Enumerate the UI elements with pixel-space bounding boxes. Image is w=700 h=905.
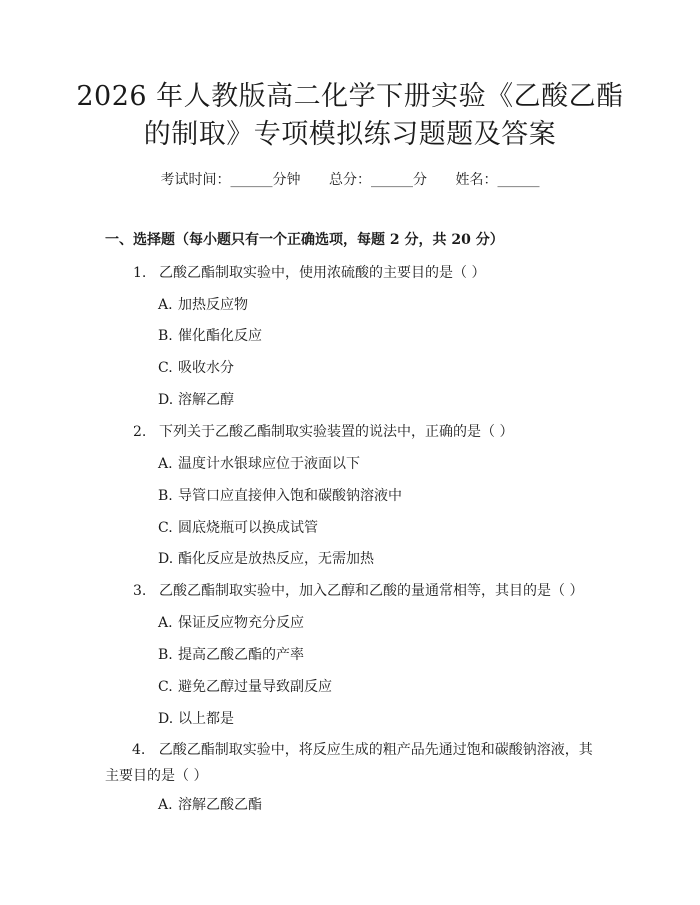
option-text: 圆底烧瓶可以换成试管 <box>178 520 318 536</box>
option-1b <box>158 326 262 346</box>
option-text: 溶解乙醇 <box>178 392 234 408</box>
option-letter: C. <box>158 679 173 695</box>
option-letter: A. <box>158 297 173 313</box>
option-letter: D. <box>158 711 174 727</box>
option-3b <box>158 645 304 665</box>
question-text: 乙酸乙酯制取实验中，使用浓硫酸的主要目的是（ ） <box>159 265 486 281</box>
option-text: 提高乙酸乙酯的产率 <box>178 647 304 663</box>
title-line-1: 2026 年人教版高二化学下册实验《乙酸乙酯 <box>76 81 624 112</box>
option-text: 酯化反应是放热反应，无需加热 <box>178 551 374 567</box>
document-title <box>60 78 640 154</box>
option-letter: A. <box>158 797 173 813</box>
question-text: 下列关于乙酸乙酯制取实验装置的说法中，正确的是（ ） <box>159 424 514 440</box>
option-letter: C. <box>158 520 173 536</box>
option-3a <box>158 613 304 633</box>
option-3d <box>158 709 234 729</box>
question-1 <box>133 263 485 283</box>
question-2 <box>133 422 513 442</box>
title-line-2: 的制取》专项模拟练习题题及答案 <box>143 119 557 150</box>
option-text: 导管口应直接伸入饱和碳酸钠溶液中 <box>178 488 402 504</box>
option-text: 保证反应物充分反应 <box>178 615 304 631</box>
option-letter: D. <box>158 392 174 408</box>
option-text: 吸收水分 <box>178 360 234 376</box>
option-letter: D. <box>158 551 174 567</box>
question-number: 2. <box>133 424 147 440</box>
option-text: 加热反应物 <box>178 297 248 313</box>
option-4a <box>158 795 262 815</box>
option-1d <box>158 390 234 410</box>
section-heading: 一、选择题（每小题只有一个正确选项，每题 2 分，共 20 分） <box>105 232 504 248</box>
option-3c <box>158 677 332 697</box>
option-1a <box>158 295 248 315</box>
question-number: 1. <box>133 265 147 281</box>
option-2a <box>158 454 360 474</box>
exam-meta <box>0 170 700 190</box>
option-2b <box>158 486 402 506</box>
option-text: 溶解乙酸乙酯 <box>178 797 262 813</box>
exam-name: 姓名：______ <box>455 172 540 188</box>
option-letter: A. <box>158 615 173 631</box>
question-4 <box>105 737 595 789</box>
option-letter: A. <box>158 456 173 472</box>
question-number: 3. <box>133 583 147 599</box>
option-2c <box>158 518 318 538</box>
option-letter: B. <box>158 647 173 663</box>
question-text: 乙酸乙酯制取实验中，将反应生成的粗产品先通过饱和碳酸钠溶液，其主要目的是（ ） <box>105 742 593 784</box>
question-3 <box>133 581 583 601</box>
exam-score: 总分：______分 <box>329 172 427 188</box>
option-text: 温度计水银球应位于液面以下 <box>178 456 360 472</box>
option-letter: C. <box>158 360 173 376</box>
option-letter: B. <box>158 488 173 504</box>
option-text: 催化酯化反应 <box>178 328 262 344</box>
question-number: 4. <box>132 742 146 758</box>
option-text: 以上都是 <box>178 711 234 727</box>
option-text: 避免乙醇过量导致副反应 <box>178 679 332 695</box>
option-letter: B. <box>158 328 173 344</box>
exam-time: 考试时间：______分钟 <box>160 172 301 188</box>
option-1c <box>158 358 234 378</box>
option-2d <box>158 549 374 569</box>
question-text: 乙酸乙酯制取实验中，加入乙醇和乙酸的量通常相等，其目的是（ ） <box>159 583 584 599</box>
